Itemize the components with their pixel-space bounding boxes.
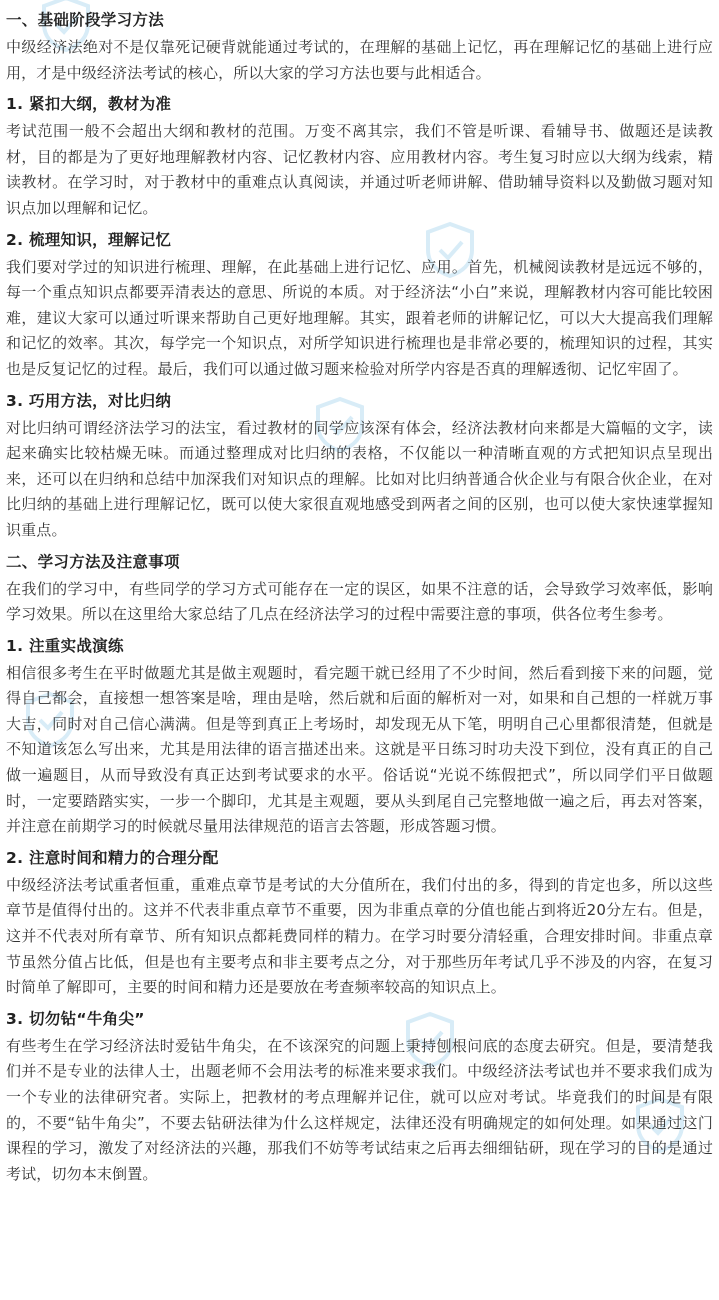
paragraph-outline-textbook: 考试范围一般不会超出大纲和教材的范围。万变不离其宗，我们不管是听课、看辅导书、做题还是读教材，目的都是为了更好地理解教材内容、记忆教材内容、应用教材内容。考生复习时应以大纲为线索，精读教材。在学习时，对于教材中的重难点认真阅读，并通过听老师讲解、借助辅导资料以及勤做习题对知识点加以理解和记忆。 — [6, 122, 713, 217]
section-heading-basic-methods: 一、基础阶段学习方法 — [6, 11, 165, 29]
paragraph-methods-notes: 在我们的学习中，有些同学的学习方式可能存在一定的误区，如果不注意的话，会导致学习效率低，影响学习效果。所以在这里给大家总结了几点在经济法学习的过程中需要注意的事项，供各位考生参考。 — [6, 579, 713, 624]
subheading-time-allocation: 2. 注意时间和精力的合理分配 — [6, 848, 219, 867]
section-heading-methods-notes: 二、学习方法及注意事项 — [6, 552, 180, 571]
subheading-no-nitpicking: 3. 切勿钻“牛角尖” — [6, 1009, 145, 1028]
subheading-compare-summarize: 3. 巧用方法，对比归纳 — [6, 391, 172, 410]
subheading-outline-textbook: 1. 紧扣大纲，教材为准 — [6, 95, 172, 114]
paragraph-compare-summarize: 对比归纳可谓经济法学习的法宝，看过教材的同学应该深有体会，经济法教材向来都是大篇幅的文字，读起来确实比较枯燥无味。而通过整理成对比归纳的表格，不仅能以一种清晰直观的方式把知识点呈现出来，还可以在归纳和总结中加深我们对知识点的理解。比如对比归纳普通合伙企业与有限合伙企业，在对比归纳的基础上进行理解记忆，既可以使大家很直观地感受到两者之间的区别，也可以使大家快速掌握知识重点。 — [6, 418, 713, 539]
paragraph-practice: 相信很多考生在平时做题尤其是做主观题时，看完题干就已经用了不少时间，然后看到接下来的问题，觉得自己都会，直接想一想答案是啥，理由是啥，然后就和后面的解析对一对，如果和自己想的一样就万事大吉，同时对自己信心满满。但是等到真正上考场时，却发现无从下笔，明明自己心里都很清楚，但就是不知道该怎么写出来，尤其是用法律的语言描述出来。这就是平日练习时功夫没下到位，没有真正的自己做一遍题目，从而导致没有真正达到考试要求的水平。俗话说“光说不练假把式”，所以同学们平日做题时，一定要踏踏实实，一步一个脚印，尤其是主观题，要从头到尾自己完整地做一遍之后，再去对答案，并注意在前期学习的时候就尽量用法律规范的语言去答题，形成答题习惯。 — [6, 663, 713, 836]
intro-paragraph: 中级经济法绝对不是仅靠死记硬背就能通过考试的，在理解的基础上记忆，再在理解记忆的基础上进行应用，才是中级经济法考试的核心，所以大家的学习方法也要与此相适合。 — [6, 38, 713, 82]
subheading-organize-knowledge: 2. 梳理知识，理解记忆 — [6, 230, 172, 249]
paragraph-time-allocation: 中级经济法考试重者恒重，重难点章节是考试的大分值所在，我们付出的多，得到的肯定也多，所以这些章节是值得付出的。这并不代表非重点章节不重要，因为非重点章的分值也能占到将近20分左右。但是，这并不代表对所有章节、所有知识点都耗费同样的精力。在学习时要分清轻重，合理安排时间。非重点章节虽然分值占比低，但是也有主要考点和非主要考点之分，对于那些历年考试几乎不涉及的内容，在复习时简单了解即可，主要的时间和精力还是要放在考查频率较高的知识点上。 — [6, 875, 713, 997]
subheading-practice: 1. 注重实战演练 — [6, 636, 124, 655]
paragraph-no-nitpicking: 有些考生在学习经济法时爱钻牛角尖，在不该深究的问题上秉持刨根问底的态度去研究。但是，要清楚我们并不是专业的法律人士，出题老师不会用法考的标准来要求我们。中级经济法考试也并不要求我们成为一个专业的法律研究者。实际上，把教材的考点理解并记住，就可以应对考试。毕竟我们的时间是有限的，不要“钻牛角尖”，不要去钻研法律为什么这样规定，法律还没有明确规定的如何处理。如果通过这门课程的学习，激发了对经济法的兴趣，那我们不妨等考试结束之后再去细细钻研，现在学习的目的是通过考试，切勿本末倒置。 — [6, 1036, 713, 1183]
paragraph-organize-knowledge: 我们要对学过的知识进行梳理、理解，在此基础上进行记忆、应用。首先，机械阅读教材是远远不够的，每一个重点知识点都要弄清表达的意思、所说的本质。对于经济法“小白”来说，理解教材内容可能比较困难，建议大家可以通过听课来帮助自己更好地理解。其实，跟着老师的讲解记忆，可以大大提高我们理解和记忆的效率。其次，每学完一个知识点，对所学知识进行梳理也是非常必要的，梳理知识的过程，其实也是反复记忆的过程。最后，我们可以通过做习题来检验对所学内容是否真的理解透彻、记忆牢固了。 — [6, 257, 713, 378]
